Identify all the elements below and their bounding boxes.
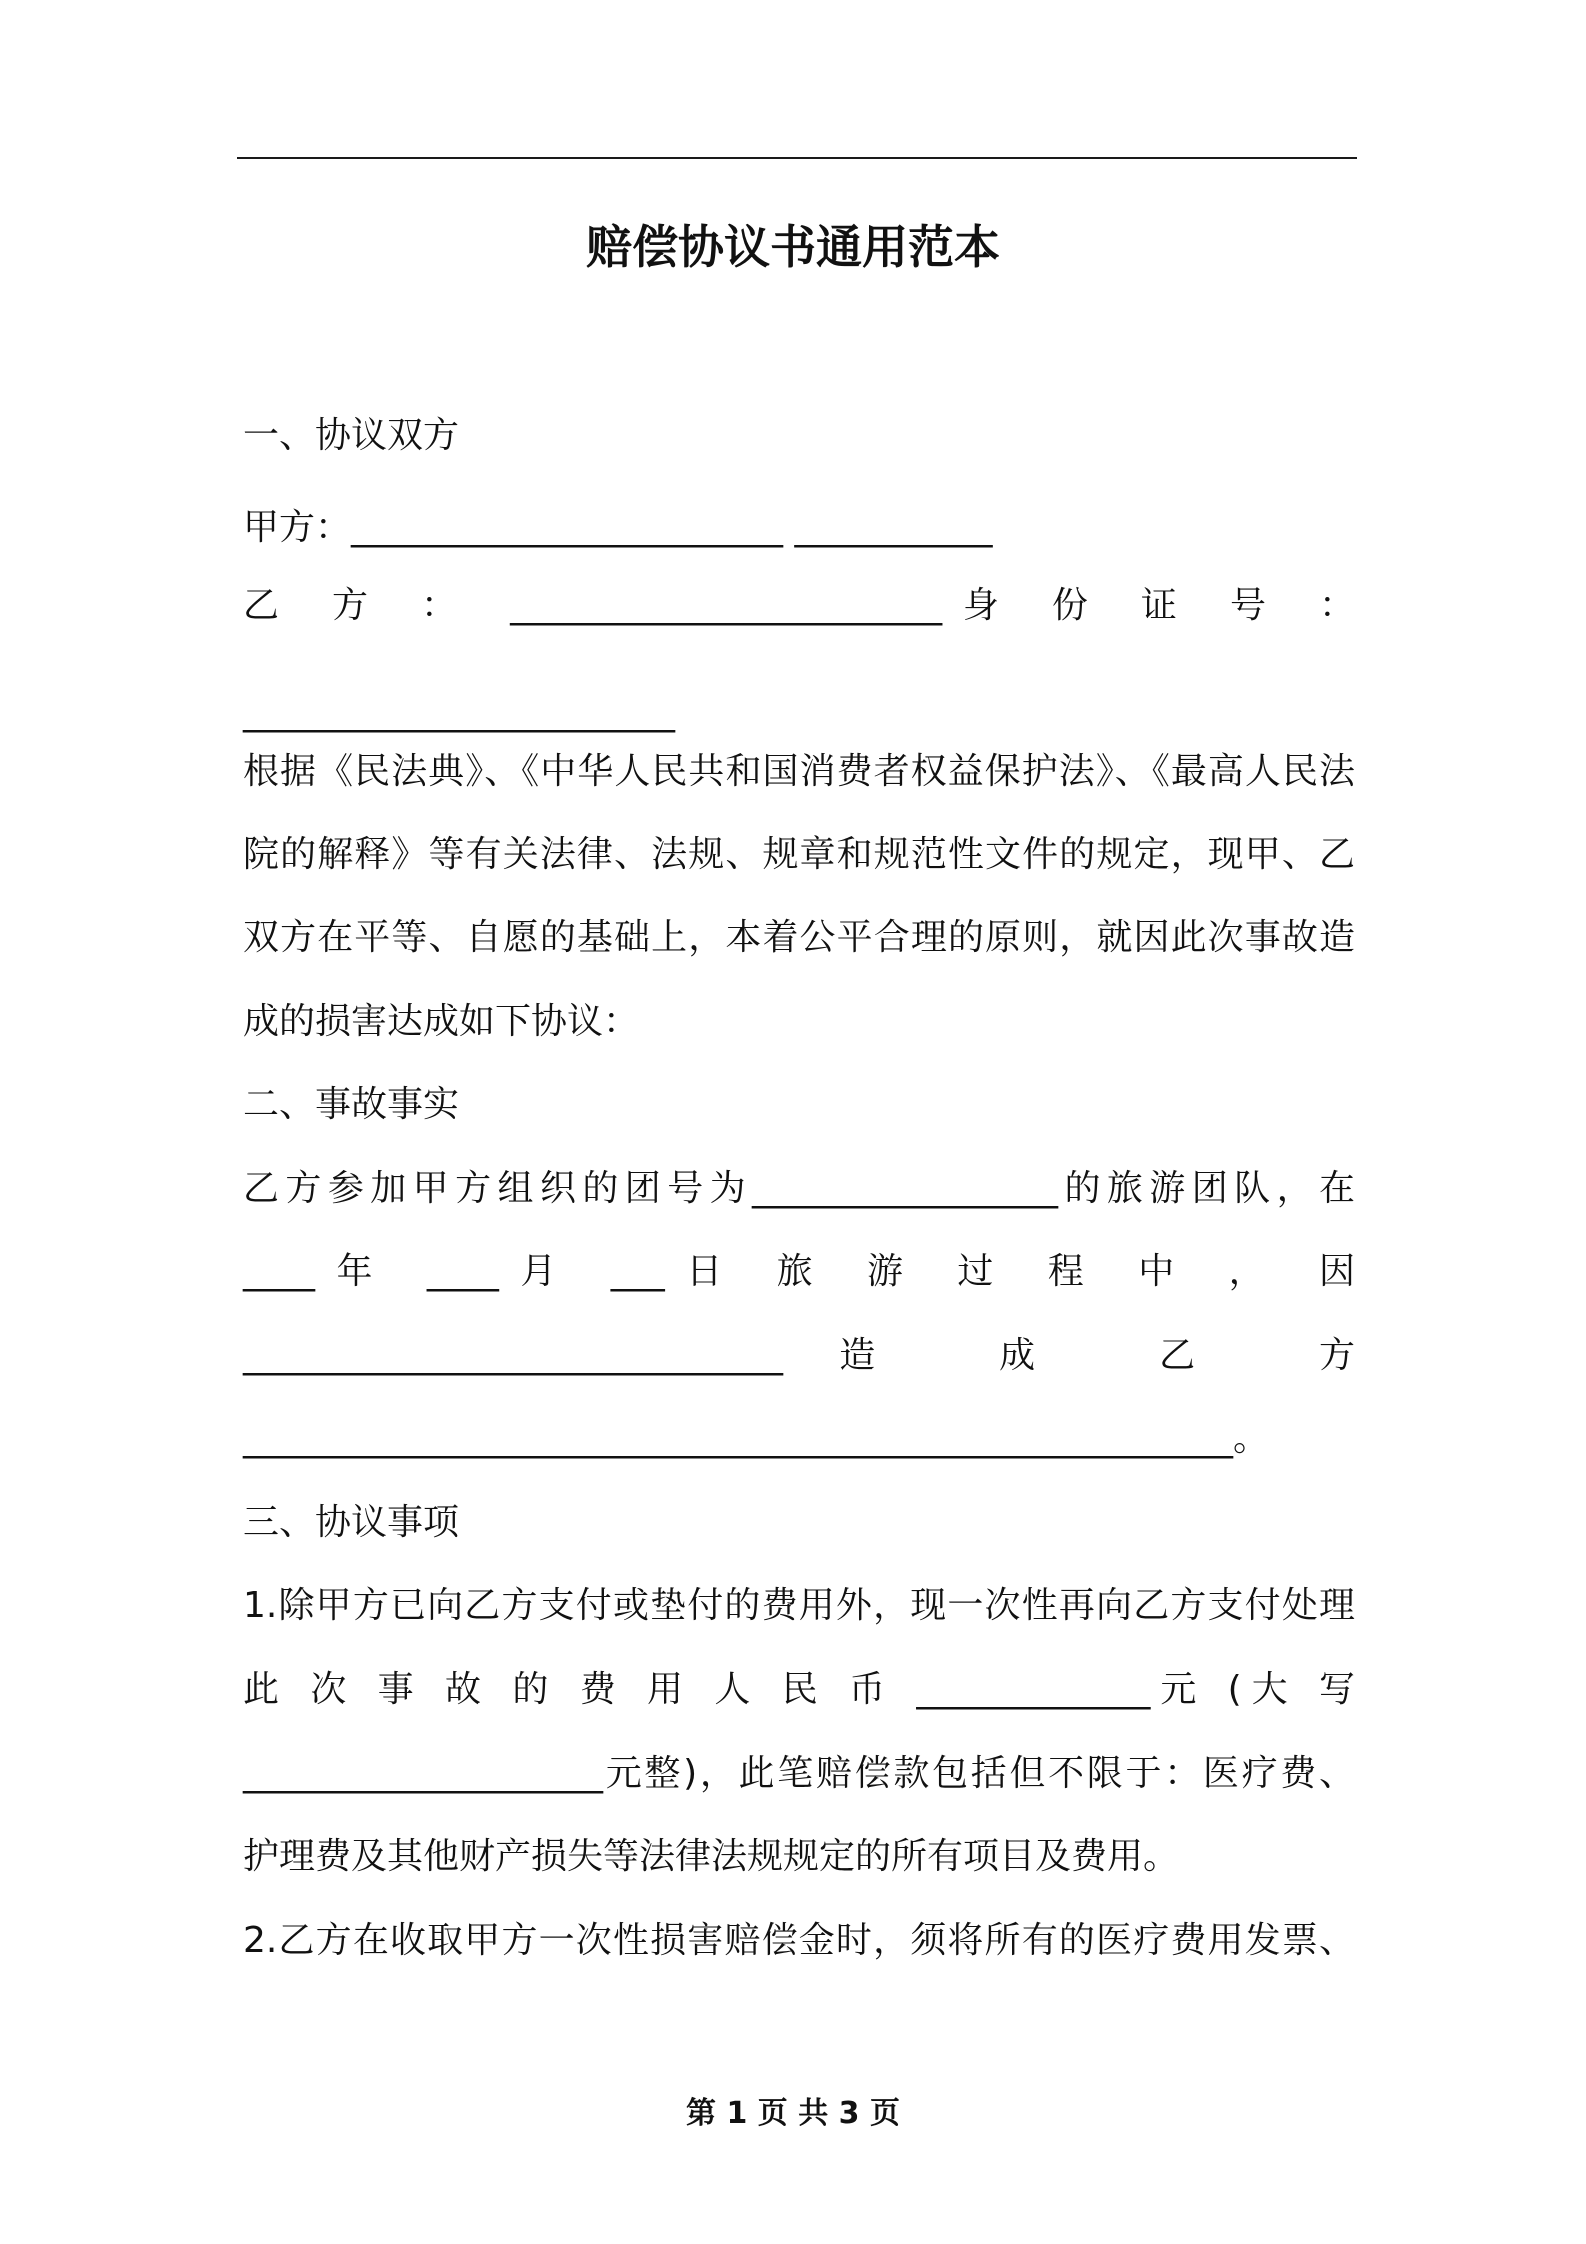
paragraph-line: _______________________________________________________。 [243, 1418, 1269, 1459]
id-number-blank: ________________________ [243, 692, 675, 733]
paragraph-line: 院的解释》等有关法律、法规、规章和规范性文件的规定，现甲、乙 [243, 834, 1355, 875]
paragraph-line: 成的损害达成如下协议： [243, 1001, 640, 1042]
paragraph-line: 根据《民法典》、《中华人民共和国消费者权益保护法》、《最高人民法 [243, 751, 1355, 792]
paragraph-line: 1.除甲方已向乙方支付或垫付的费用外，现一次性再向乙方支付处理 [243, 1585, 1355, 1626]
party-a-line: 甲方：________________________ ___________ [243, 507, 993, 548]
document-title: 赔偿协议书通用范本 [586, 220, 1000, 274]
paragraph-line: 双方在平等、自愿的基础上，本着公平合理的原则，就因此次事故造 [243, 917, 1355, 958]
paragraph-line: 乙方参加甲方组织的团号为_________________的旅游团队，在 [243, 1168, 1355, 1209]
paragraph-line: ____年 ____月 ___日 旅 游 过 程 中 ， 因 [243, 1251, 1355, 1292]
paragraph-line: ______________________________造 成 乙 方 [243, 1335, 1355, 1376]
paragraph-line: ____________________元整)，此笔赔偿款包括但不限于：医疗费、 [243, 1753, 1355, 1794]
paragraph-line: 2.乙方在收取甲方一次性损害赔偿金时，须将所有的医疗费用发票、 [243, 1920, 1355, 1961]
party-b-line: 乙 方 ： ________________________身 份 证 号 ： [243, 585, 1355, 626]
section-heading-parties: 一、协议双方 [243, 415, 460, 456]
section-heading-facts: 二、事故事实 [243, 1084, 460, 1125]
page-number: 第 1 页 共 3 页 [686, 2096, 900, 2131]
paragraph-line: 此 次 事 故 的 费 用 人 民 币 _____________元 (大 写 [243, 1669, 1355, 1710]
paragraph-line: 护理费及其他财产损失等法律法规规定的所有项目及费用。 [243, 1836, 1180, 1877]
header-rule [237, 157, 1357, 159]
section-heading-terms: 三、协议事项 [243, 1502, 460, 1543]
